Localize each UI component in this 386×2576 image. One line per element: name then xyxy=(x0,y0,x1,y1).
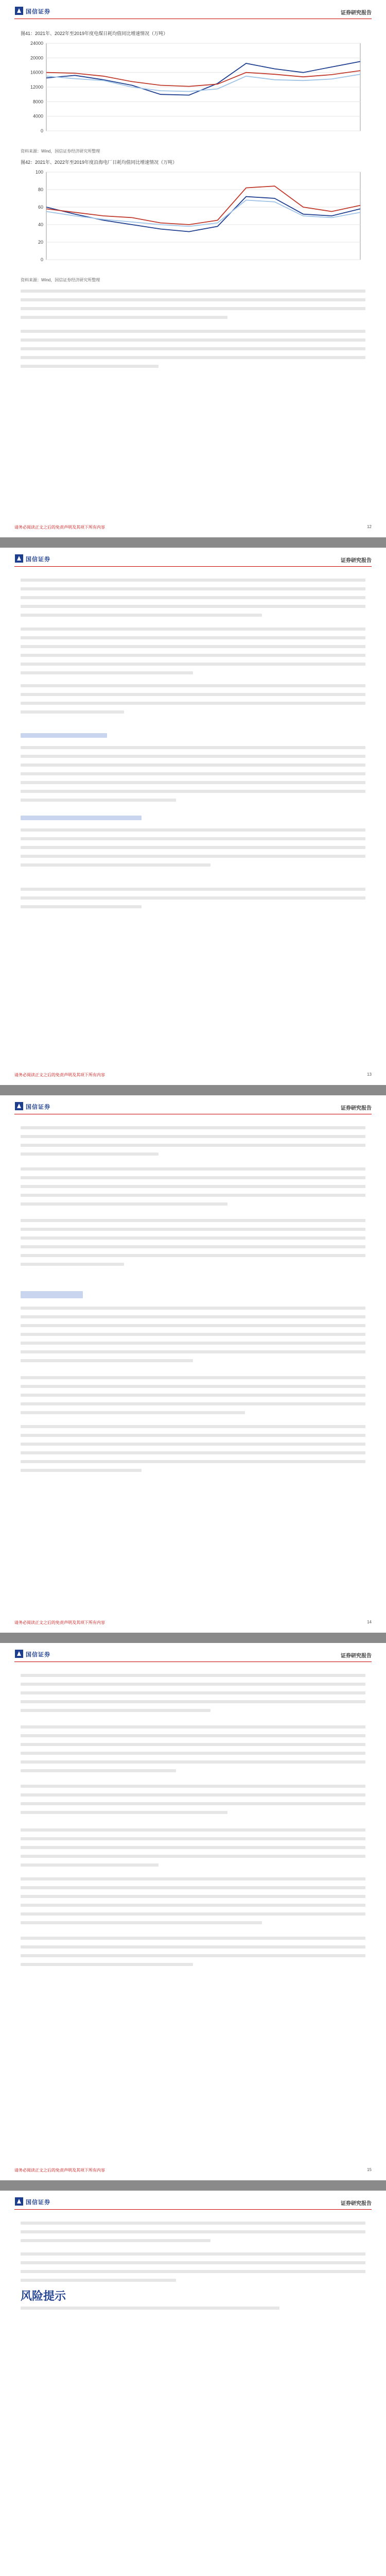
body-text xyxy=(21,579,365,622)
report-type-label: 证券研究报告 xyxy=(341,2201,372,2207)
y-tick-label: 24000 xyxy=(30,41,43,46)
report-page-1 xyxy=(0,0,386,537)
page-footer: 请务必阅读正文之后的免责声明及其项下所有内容 13 xyxy=(14,1072,372,1077)
body-text xyxy=(21,290,365,325)
body-text xyxy=(21,1219,365,1272)
section-heading xyxy=(21,816,365,826)
chart-daily-coal-consumption xyxy=(21,38,365,146)
report-type-label: 证券研究报告 xyxy=(341,1106,372,1111)
figure-caption: 图42：2021年、2022年至2019年度沿海电厂日耗均值同比增速情况（万吨） xyxy=(21,160,178,165)
body-text xyxy=(21,888,365,914)
y-tick-label: 0 xyxy=(40,257,43,262)
figure-source: 资料来源：Wind，国信证券经济研究所整理 xyxy=(21,278,100,282)
y-tick-label: 0 xyxy=(40,128,43,133)
body-text xyxy=(21,2252,365,2287)
page-number: 15 xyxy=(367,2167,372,2172)
report-type-label: 证券研究报告 xyxy=(341,1653,372,1659)
brand-logo-icon xyxy=(14,6,24,15)
brand-logo-icon xyxy=(14,2197,24,2206)
body-text xyxy=(21,1877,365,1930)
body-text xyxy=(21,2222,365,2248)
body-text xyxy=(21,628,365,680)
page-footer: 请务必阅读正文之后的免责声明及其项下所有内容 12 xyxy=(14,524,372,530)
brand-name: 国信证券 xyxy=(26,1652,50,1658)
body-text xyxy=(21,2307,365,2315)
y-tick-label: 20000 xyxy=(30,55,43,61)
report-page-3 xyxy=(0,1095,386,1633)
y-tick-label: 40 xyxy=(38,222,43,227)
body-text xyxy=(21,1937,365,1972)
report-type-label: 证券研究报告 xyxy=(341,10,372,16)
brand-name: 国信证券 xyxy=(26,1104,50,1110)
page-number: 14 xyxy=(367,1620,372,1624)
body-text xyxy=(21,1785,365,1820)
page-header xyxy=(14,553,372,566)
body-text xyxy=(21,1126,365,1161)
brand-name: 国信证券 xyxy=(26,556,50,563)
y-tick-label: 12000 xyxy=(30,84,43,90)
y-tick-label: 16000 xyxy=(30,70,43,75)
body-text xyxy=(21,1674,365,1718)
y-tick-label: 80 xyxy=(38,187,43,192)
brand-logo-icon xyxy=(14,1101,24,1111)
body-text xyxy=(21,1167,365,1211)
header-rule xyxy=(14,2209,372,2210)
page-number: 12 xyxy=(367,524,372,529)
page-number: 13 xyxy=(367,1072,372,1077)
chart2-series-line-0 xyxy=(46,197,360,232)
figure-source: 资料来源：Wind，国信证券经济研究所整理 xyxy=(21,149,100,154)
body-text xyxy=(21,1376,365,1420)
y-tick-label: 20 xyxy=(38,240,43,245)
body-text xyxy=(21,1828,365,1872)
page-footer: 请务必阅读正文之后的免责声明及其项下所有内容 15 xyxy=(14,2167,372,2173)
body-text xyxy=(21,684,365,719)
chart-coastal-plant-consumption xyxy=(21,167,365,275)
plot-frame xyxy=(46,172,360,260)
y-tick-label: 8000 xyxy=(32,99,43,105)
section-heading: 风险提示 xyxy=(21,2290,66,2302)
body-text xyxy=(21,1307,365,1368)
brand-name: 国信证券 xyxy=(26,2199,50,2206)
body-text xyxy=(21,1725,365,1778)
y-tick-label: 60 xyxy=(38,205,43,210)
body-text xyxy=(21,330,365,374)
page-header xyxy=(14,5,372,19)
header-rule xyxy=(14,566,372,567)
chart2-series-line-1 xyxy=(46,186,360,225)
report-page-4 xyxy=(0,1643,386,2180)
y-tick-label: 100 xyxy=(35,170,43,175)
body-text xyxy=(21,746,365,807)
section-heading xyxy=(21,733,365,743)
report-page-2 xyxy=(0,548,386,1085)
report-type-label: 证券研究报告 xyxy=(341,558,372,564)
y-tick-label: 4000 xyxy=(32,113,43,119)
figure-caption: 图41：2021年、2022年至2019年度电煤日耗均值同比增速情况（万吨） xyxy=(21,31,168,36)
section-heading xyxy=(21,1291,365,1304)
page-header xyxy=(14,2196,372,2209)
page-footer: 请务必阅读正文之后的免责声明及其项下所有内容 14 xyxy=(14,1620,372,1625)
brand-logo-icon xyxy=(14,1649,24,1658)
report-page-5 xyxy=(0,2191,386,2576)
page-header xyxy=(14,1648,372,1662)
body-text xyxy=(21,1425,365,1478)
page-header xyxy=(14,1100,372,1114)
brand-name: 国信证券 xyxy=(26,9,50,15)
body-text xyxy=(21,828,365,872)
brand-logo-icon xyxy=(14,554,24,563)
